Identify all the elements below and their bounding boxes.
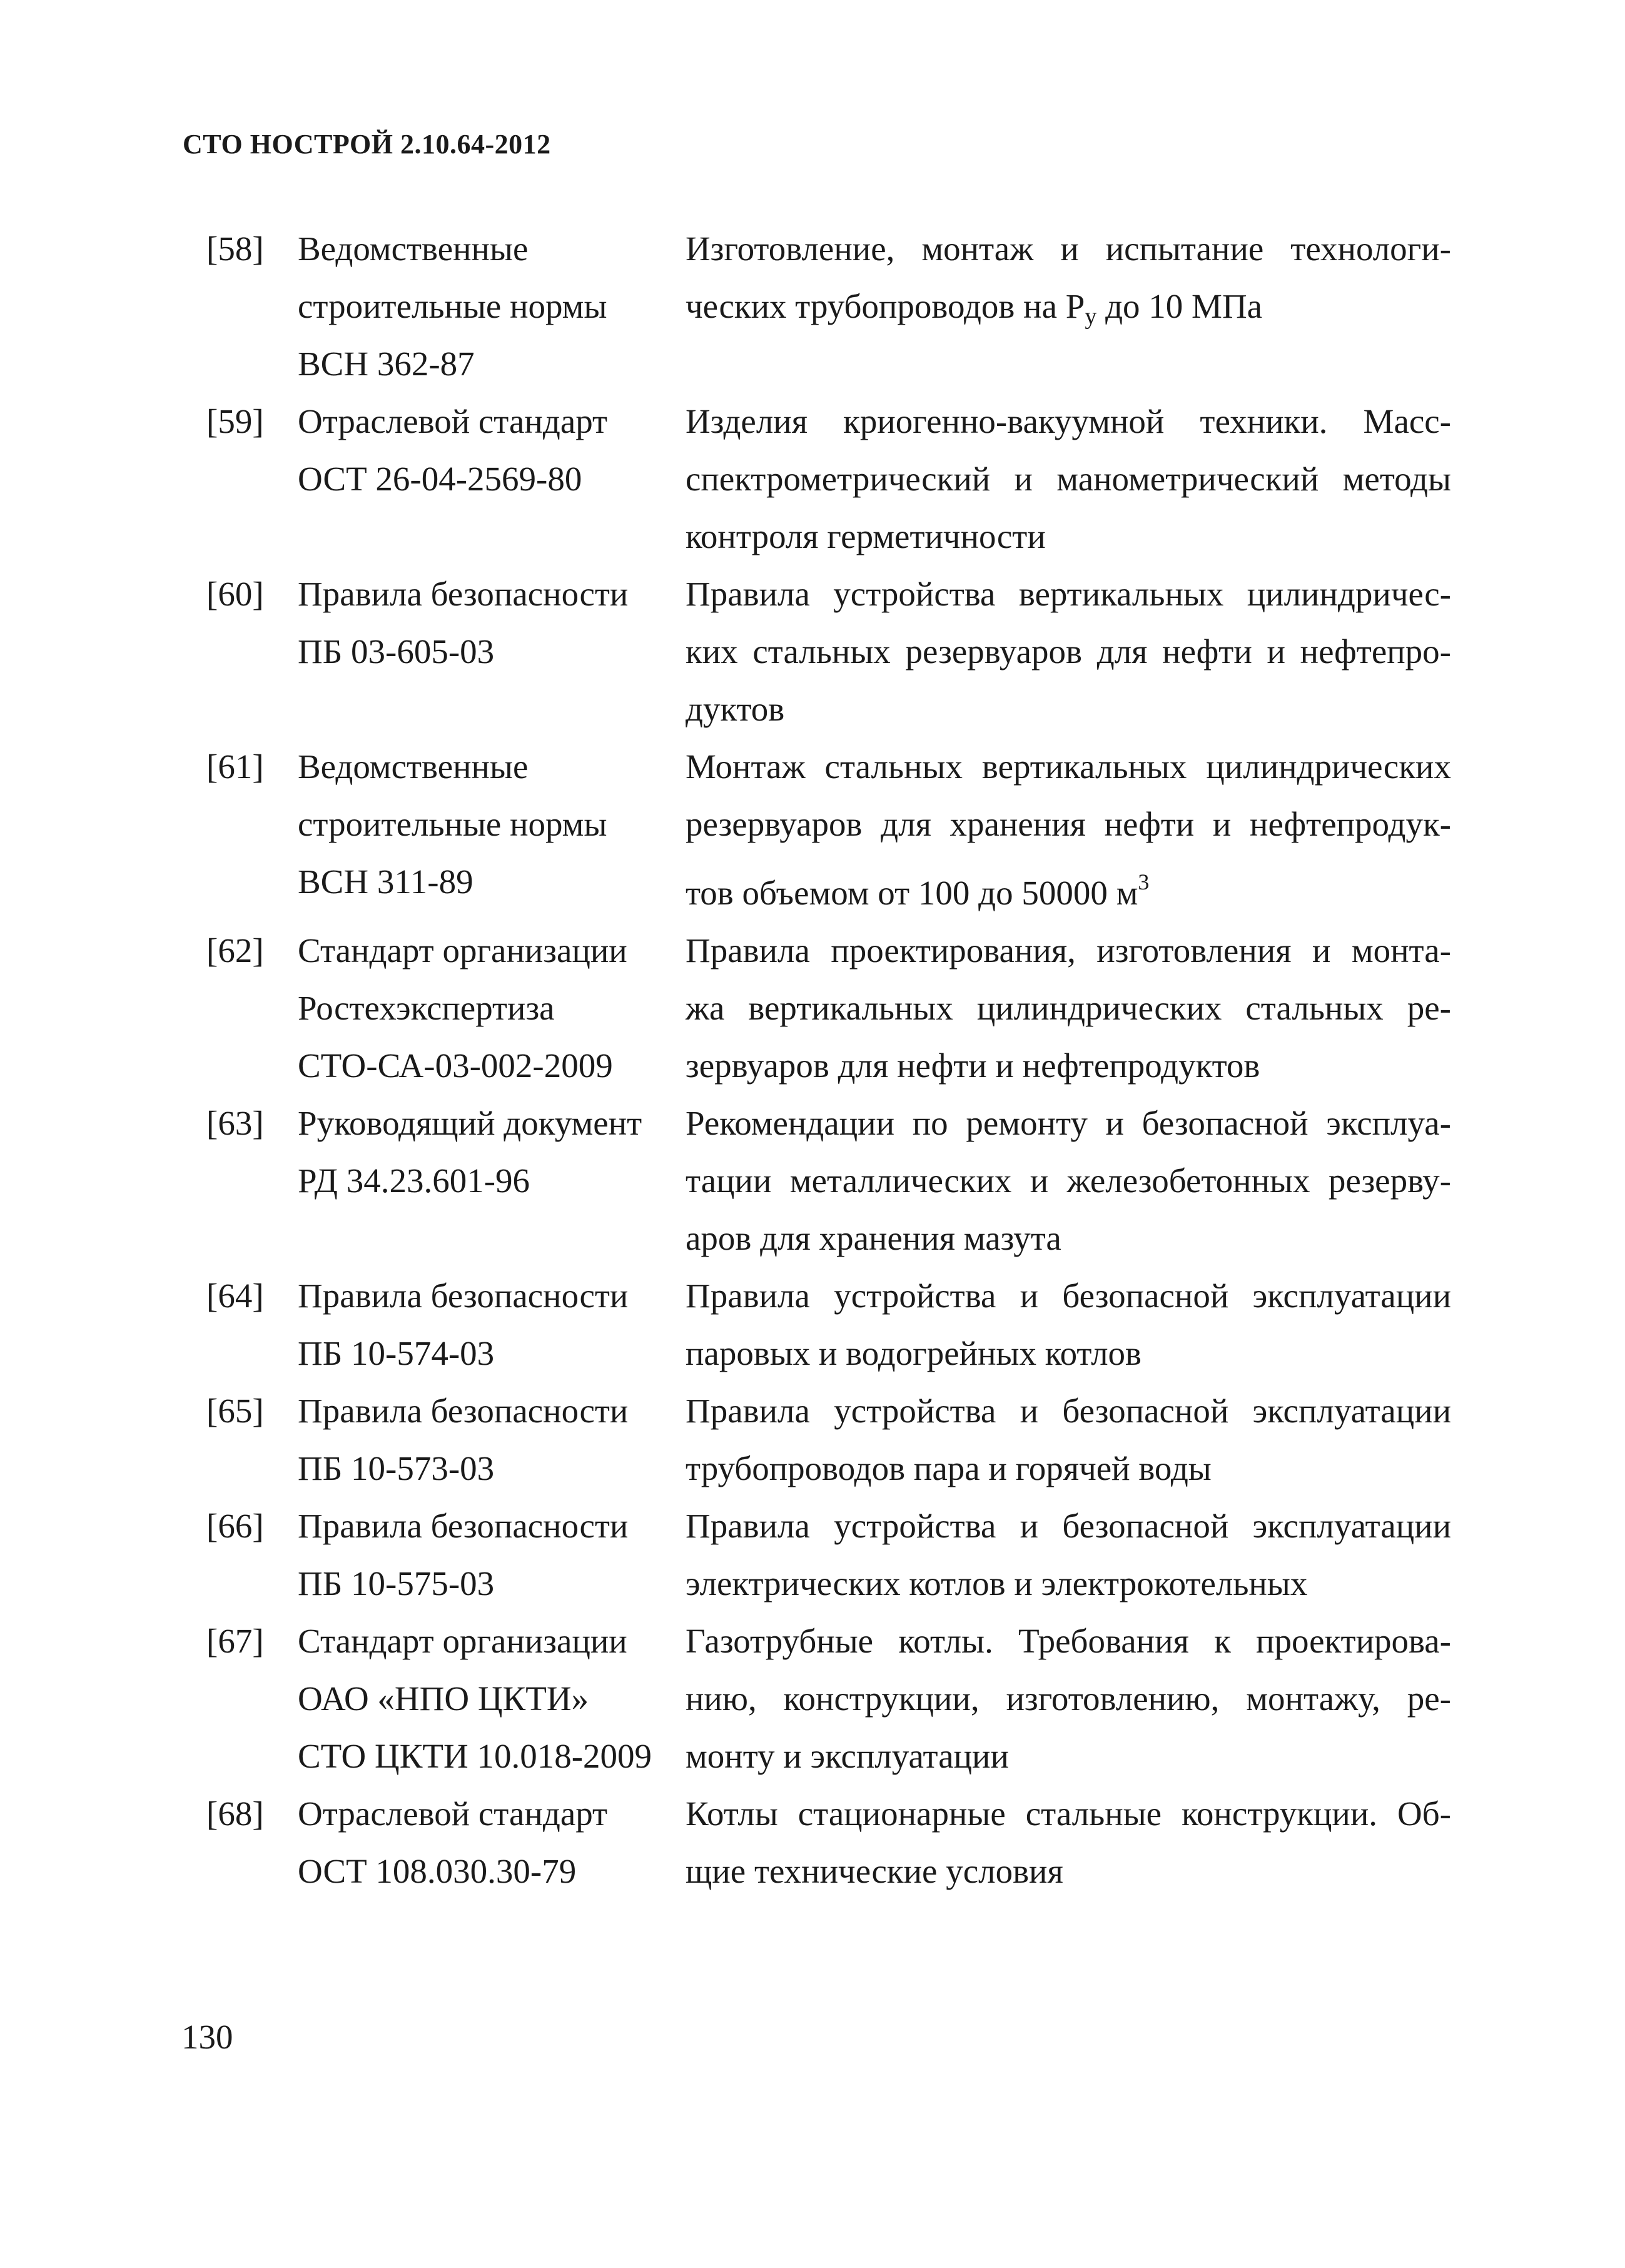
reference-type-line: ВСН 311-89	[298, 863, 473, 901]
reference-title-line: Правила устройства и безопасной эксплуатации	[686, 1392, 1451, 1430]
reference-title-line: Котлы стационарные стальные конструкции. Об-	[686, 1795, 1451, 1833]
reference-type-line: Отраслевой стандарт	[298, 1795, 608, 1833]
reference-title	[686, 1267, 1451, 1382]
reference-type-line: Ведомственные	[298, 230, 529, 268]
reference-title-line: паровых и водогрейных котлов	[686, 1334, 1142, 1372]
reference-title-line: контроля герметичности	[686, 517, 1046, 555]
page-header: СТО НОСТРОЙ 2.10.64-2012	[183, 129, 551, 159]
reference-title-line: зервуаров для нефти и нефтепродуктов	[686, 1046, 1260, 1085]
reference-document-type	[298, 1382, 686, 1497]
reference-title-line: трубопроводов пара и горячей воды	[686, 1449, 1212, 1487]
reference-title	[686, 1785, 1451, 1900]
superscript: 3	[1138, 869, 1150, 894]
reference-type-line: Ведомственные	[298, 747, 529, 786]
reference-type-line: Ростехэкспертиза	[298, 989, 555, 1027]
reference-document-type	[298, 1785, 686, 1900]
reference-type-line: строительные нормы	[298, 287, 607, 325]
reference-document-type	[298, 1267, 686, 1382]
reference-title-line: резервуаров для хранения нефти и нефтепродук-	[686, 805, 1451, 843]
reference-title-line: дуктов	[686, 690, 785, 728]
reference-document-type	[298, 922, 686, 1095]
reference-item	[206, 738, 1451, 922]
reference-title-line: Правила устройства и безопасной эксплуатации	[686, 1277, 1451, 1315]
reference-title-line: тации металлических и железобетонных резерву-	[686, 1162, 1451, 1200]
reference-item	[206, 565, 1451, 738]
reference-title-line: спектрометрический и манометрический методы	[686, 460, 1451, 498]
reference-number: [65]	[206, 1392, 264, 1430]
reference-number: [68]	[206, 1795, 264, 1833]
reference-item	[206, 393, 1451, 565]
reference-number: [67]	[206, 1622, 264, 1660]
reference-type-line: Стандарт организации	[298, 1622, 627, 1660]
reference-title-line: Газотрубные котлы. Требования к проектирова-	[686, 1622, 1451, 1660]
reference-type-line: Правила безопасности	[298, 1277, 629, 1315]
reference-document-type	[298, 565, 686, 681]
reference-document-type	[298, 1497, 686, 1612]
reference-title-line: Изделия криогенно-вакуумной техники. Масс-	[686, 402, 1451, 440]
reference-title-line: щие технические условия	[686, 1852, 1063, 1890]
reference-type-line: ПБ 10-574-03	[298, 1334, 495, 1372]
reference-title-text: ческих трубопроводов на P	[686, 287, 1085, 325]
reference-item	[206, 1612, 1451, 1785]
reference-number: [60]	[206, 575, 264, 613]
reference-title	[686, 565, 1451, 738]
reference-title-line: нию, конструкции, изготовлению, монтажу, ре-	[686, 1679, 1451, 1718]
reference-title	[686, 393, 1451, 565]
reference-title-line	[686, 278, 1451, 345]
reference-type-line: РД 34.23.601-96	[298, 1162, 530, 1200]
reference-number: [66]	[206, 1507, 264, 1545]
reference-type-line: Правила безопасности	[298, 1392, 629, 1430]
reference-title-line: Монтаж стальных вертикальных цилиндрических	[686, 747, 1451, 786]
reference-number: [63]	[206, 1104, 264, 1142]
reference-document-type	[298, 220, 686, 393]
reference-title-line: Правила проектирования, изготовления и монта-	[686, 931, 1451, 969]
reference-type-line: ПБ 03-605-03	[298, 632, 495, 671]
reference-item	[206, 1497, 1451, 1612]
reference-title-line: жа вертикальных цилиндрических стальных ре-	[686, 989, 1451, 1027]
reference-type-line: СТО-СА-03-002-2009	[298, 1046, 613, 1085]
reference-number: [59]	[206, 402, 264, 440]
reference-title-line: Правила устройства вертикальных цилиндричес-	[686, 575, 1451, 613]
reference-item	[206, 1785, 1451, 1900]
reference-title	[686, 738, 1451, 922]
reference-title-line: электрических котлов и электрокотельных	[686, 1564, 1308, 1602]
reference-type-line: Отраслевой стандарт	[298, 402, 608, 440]
reference-title-line: ких стальных резервуаров для нефти и нефтепро-	[686, 632, 1451, 671]
reference-title-line: Правила устройства и безопасной эксплуатации	[686, 1507, 1451, 1545]
subscript: у	[1085, 303, 1097, 330]
reference-title-text: до 10 МПа	[1096, 287, 1263, 325]
reference-document-type	[298, 1612, 686, 1785]
reference-list	[206, 220, 1451, 1900]
reference-type-line: Правила безопасности	[298, 1507, 629, 1545]
reference-type-line: ПБ 10-573-03	[298, 1449, 495, 1487]
reference-item	[206, 922, 1451, 1095]
reference-title-line	[686, 853, 1451, 922]
reference-item	[206, 1382, 1451, 1497]
reference-document-type	[298, 1095, 686, 1210]
reference-title-line: Рекомендации по ремонту и безопасной эксплуа-	[686, 1104, 1451, 1142]
reference-number: [62]	[206, 931, 264, 969]
reference-type-line: Руководящий документ	[298, 1104, 642, 1142]
reference-title-line: аров для хранения мазута	[686, 1219, 1061, 1257]
reference-title	[686, 922, 1451, 1095]
reference-type-line: ОСТ 26-04-2569-80	[298, 460, 582, 498]
reference-title	[686, 1382, 1451, 1497]
reference-type-line: ОСТ 108.030.30-79	[298, 1852, 577, 1890]
reference-item	[206, 220, 1451, 393]
reference-number: [61]	[206, 747, 264, 786]
page-number: 130	[181, 2018, 233, 2056]
reference-title-text: тов объемом от 100 до 50000 м	[686, 874, 1138, 912]
reference-type-line: СТО ЦКТИ 10.018-2009	[298, 1737, 652, 1775]
reference-title-line: монту и эксплуатации	[686, 1737, 1009, 1775]
reference-number: [58]	[206, 230, 264, 268]
reference-title	[686, 1612, 1451, 1785]
reference-title	[686, 220, 1451, 345]
reference-number: [64]	[206, 1277, 264, 1315]
reference-item	[206, 1267, 1451, 1382]
reference-type-line: Стандарт организации	[298, 931, 627, 969]
reference-type-line: ПБ 10-575-03	[298, 1564, 495, 1602]
reference-type-line: ВСН 362-87	[298, 345, 475, 383]
reference-title	[686, 1497, 1451, 1612]
reference-title	[686, 1095, 1451, 1267]
reference-document-type	[298, 393, 686, 508]
reference-document-type	[298, 738, 686, 911]
reference-type-line: Правила безопасности	[298, 575, 629, 613]
reference-title-line: Изготовление, монтаж и испытание технологи-	[686, 230, 1451, 268]
reference-item	[206, 1095, 1451, 1267]
reference-type-line: ОАО «НПО ЦКТИ»	[298, 1679, 589, 1718]
reference-type-line: строительные нормы	[298, 805, 607, 843]
